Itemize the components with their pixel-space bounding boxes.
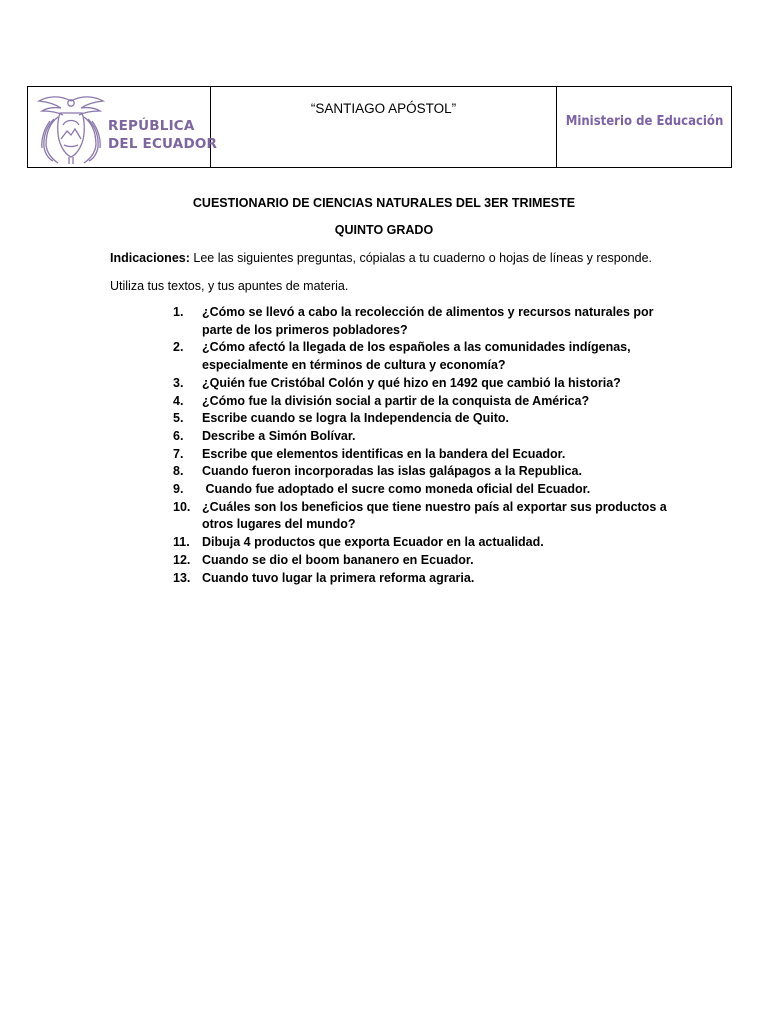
school-name: “SANTIAGO APÓSTOL” xyxy=(310,101,457,116)
question-number: 5. xyxy=(173,411,184,426)
question-text: Cuando se dio el boom bananero en Ecuador. xyxy=(202,552,474,567)
question-list xyxy=(173,304,673,587)
question-number: 9. xyxy=(173,482,184,497)
question-text: ¿Cómo fue la división social a partir de la conquista de América? xyxy=(202,393,590,408)
question-text: Cuando tuvo lugar la primera reforma agraria. xyxy=(202,570,475,585)
list-item xyxy=(173,393,673,411)
question-text: Dibuja 4 productos que exporta Ecuador en la actualidad. xyxy=(202,535,544,550)
header-table xyxy=(27,86,732,168)
question-text: Cuando fue adoptado el sucre como moneda oficial del Ecuador. xyxy=(202,482,591,497)
question-text: Escribe que elementos identificas en la bandera del Ecuador. xyxy=(202,446,566,461)
list-item xyxy=(173,428,673,446)
question-number: 12. xyxy=(173,552,191,567)
list-item xyxy=(173,339,673,374)
list-item xyxy=(173,463,673,481)
indications-label: Indicaciones: xyxy=(110,251,190,265)
question-number: 3. xyxy=(173,375,184,390)
school-cell xyxy=(211,87,557,167)
indications-text: Lee las siguientes preguntas, cópialas a tu cuaderno o hojas de líneas y responde. xyxy=(189,251,653,265)
list-item xyxy=(173,499,673,534)
document-title: CUESTIONARIO DE CIENCIAS NATURALES DEL 3ER TRIMESTE xyxy=(192,196,576,210)
republica-logo-text xyxy=(108,117,217,153)
question-text: ¿Cómo afectó la llegada de los españoles a las comunidades indígenas, especialmente en términos de cultura y economía? xyxy=(202,340,631,373)
grade-heading: QUINTO GRADO xyxy=(334,223,434,237)
question-number: 7. xyxy=(173,446,184,461)
indications-paragraph xyxy=(110,251,652,265)
ministry-logo-text: Ministerio de Educación xyxy=(565,114,724,129)
list-item xyxy=(173,534,673,552)
list-item xyxy=(173,375,673,393)
list-item xyxy=(173,446,673,464)
question-number: 2. xyxy=(173,340,184,355)
question-number: 10. xyxy=(173,499,191,514)
question-text: Cuando fueron incorporadas las islas galápagos a la Republica. xyxy=(202,464,582,479)
ecuador-coat-of-arms-icon xyxy=(36,91,106,165)
list-item xyxy=(173,481,673,499)
list-item xyxy=(173,304,673,339)
ministry-cell xyxy=(557,87,731,167)
question-text: ¿Cuáles son los beneficios que tiene nuestro país al exportar sus productos a otros lugares del mundo? xyxy=(202,499,667,532)
question-number: 11. xyxy=(173,535,190,550)
logo-line-2: DEL ECUADOR xyxy=(108,136,218,152)
list-item xyxy=(173,410,673,428)
logo-cell xyxy=(28,87,218,167)
list-item xyxy=(173,570,673,588)
question-number: 1. xyxy=(173,305,184,319)
question-text: Escribe cuando se logra la Independencia de Quito. xyxy=(202,411,510,426)
question-text: ¿Quién fue Cristóbal Colón y qué hizo en 1492 que cambió la historia? xyxy=(202,375,621,390)
logo-line-1: REPÚBLICA xyxy=(108,118,195,134)
question-text: ¿Cómo se llevó a cabo la recolección de alimentos y recursos naturales por parte de los primeros pobladores? xyxy=(202,305,654,337)
question-number: 6. xyxy=(173,428,184,443)
list-item xyxy=(173,552,673,570)
question-number: 13. xyxy=(173,570,191,585)
utiliza-paragraph: Utiliza tus textos, y tus apuntes de materia. xyxy=(110,279,349,293)
question-number: 8. xyxy=(173,464,184,479)
question-text: Describe a Simón Bolívar. xyxy=(202,428,356,443)
question-number: 4. xyxy=(173,393,184,408)
